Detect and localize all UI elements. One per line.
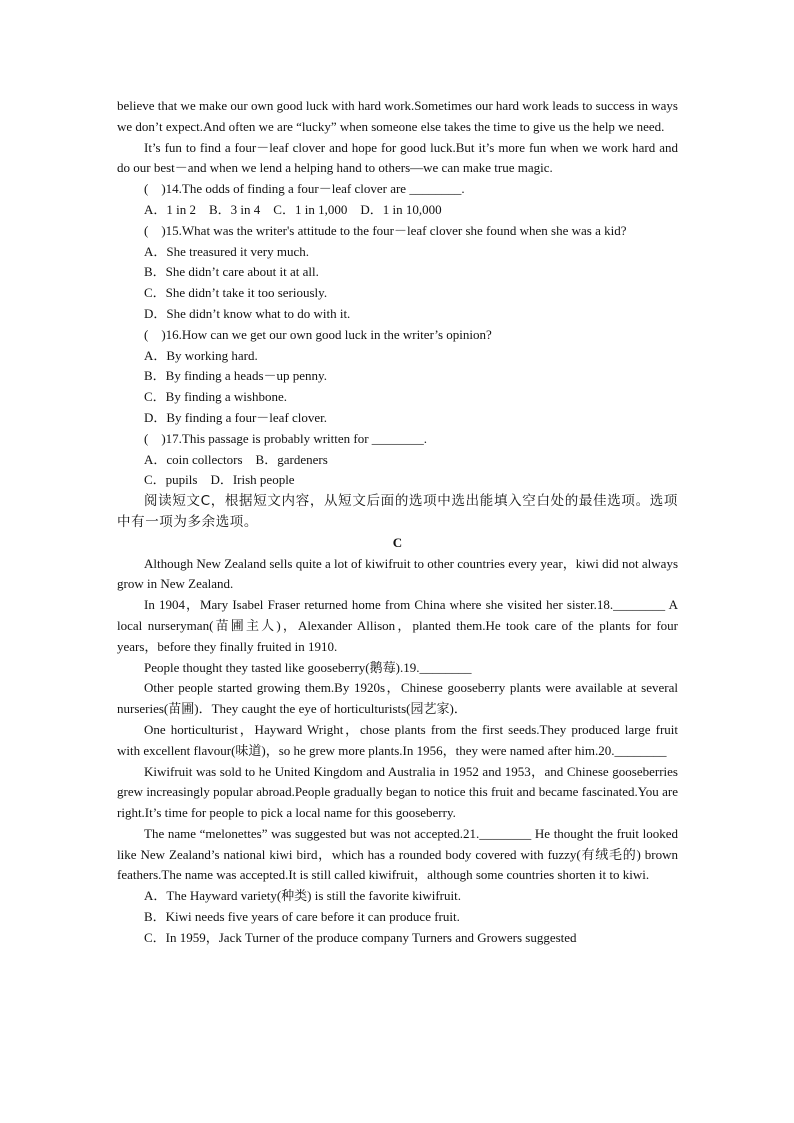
question-stem: ( )15.What was the writer's attitude to the four－leaf clover she found when she was a kid?	[144, 222, 627, 238]
answer-option: A．The Hayward variety(种类) is still the favorite kiwifruit.	[144, 888, 461, 904]
question-stem: ( )14.The odds of finding a four－leaf clover are ________.	[144, 181, 465, 197]
question-option: D．She didn’t know what to do with it.	[144, 305, 351, 321]
passage-c-paragraph: Although New Zealand sells quite a lot of kiwifruit to other countries every year，kiwi did not always grow in New Zealand.	[117, 555, 678, 592]
question-15	[117, 221, 678, 325]
question-option: B．She didn’t care about it at all.	[144, 264, 319, 280]
paragraph-top-2: It’s fun to find a four－leaf clover and hope for good luck.But it’s more fun when we work hard and do our best－and when we lend a helping hand to others—we can make true magic.	[117, 139, 678, 176]
question-option: A．coin collectors B．gardeners	[144, 451, 328, 467]
passage-c-paragraph: The name “melonettes” was suggested but was not accepted.21.________ He thought the fruit looked like New Zealand’s national kiwi bird，which has a rounded body covered with fuzzy(有绒毛的) brown feathers.The name was accepted.It is still called kiwifruit，although some countries shorten it to kiwi.	[117, 825, 678, 883]
question-14	[117, 179, 678, 221]
instruction-text: 阅读短文C，根据短文内容，从短文后面的选项中选出能填入空白处的最佳选项。选项中有一项为多余选项。	[117, 493, 678, 530]
answer-option: C．In 1959，Jack Turner of the produce company Turners and Growers suggested	[144, 929, 577, 945]
question-option: C．She didn’t take it too seriously.	[144, 285, 328, 301]
question-option: D．By finding a four－leaf clover.	[144, 409, 328, 425]
question-option: C．pupils D．Irish people	[144, 472, 295, 488]
paragraph-top-1: believe that we make our own good luck with hard work.Sometimes our hard work leads to success in ways we don’t expect.And often we are “lucky” when someone else takes the time to give us the help we need.	[117, 98, 678, 134]
question-options: A．1 in 2 B．3 in 4 C．1 in 1,000 D．1 in 10,000	[144, 201, 442, 217]
answer-option: B．Kiwi needs five years of care before it can produce fruit.	[144, 909, 460, 925]
passage-c-paragraph: In 1904，Mary Isabel Fraser returned home from China where she visited her sister.18.________ A local nurseryman(苗圃主人)，Alexander Allison，planted them.He took care of the plants for four years，before they finally fruited in 1910.	[117, 597, 678, 654]
section-title: C	[392, 534, 403, 550]
passage-c-paragraph: People thought they tasted like gooseberry(鹅莓).19.________	[144, 659, 472, 675]
question-option: C．By finding a wishbone.	[144, 389, 287, 405]
document-page	[117, 96, 678, 949]
question-17	[117, 429, 678, 491]
question-option: A．By working hard.	[144, 347, 258, 363]
passage-c-paragraph: Other people started growing them.By 1920s，Chinese gooseberry plants were available at several nurseries(苗圃)．They caught the eye of horticulturists(园艺家)．	[117, 680, 678, 717]
question-option: B．By finding a heads－up penny.	[144, 368, 327, 384]
question-option: A．She treasured it very much.	[144, 243, 309, 259]
passage-c-paragraph: Kiwifruit was sold to he United Kingdom and Australia in 1952 and 1953，and Chinese gooseberries grew increasingly popular abroad.People gradually began to notice this fruit and became fascinated.You are right.It’s time for people to pick a local name for this gooseberry.	[117, 763, 678, 821]
question-stem: ( )17.This passage is probably written for ________.	[144, 430, 428, 446]
question-16	[117, 325, 678, 429]
question-stem: ( )16.How can we get our own good luck in the writer’s opinion?	[144, 326, 492, 342]
passage-c-paragraph: One horticulturist，Hayward Wright，chose plants from the first seeds.They produced large fruit with excellent flavour(味道)，so he grew more plants.In 1956，they were named after him.20.________	[117, 721, 678, 758]
